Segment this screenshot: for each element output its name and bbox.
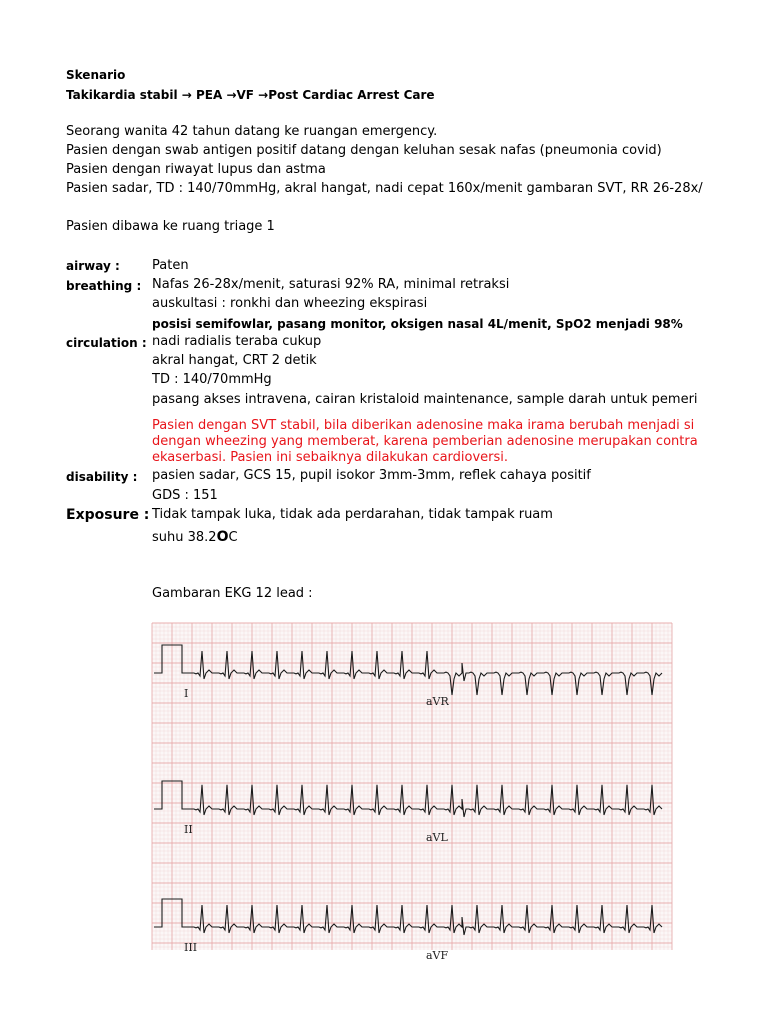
airway-value: Paten: [152, 258, 189, 273]
temperature-line: [152, 529, 238, 546]
temperature-value: suhu 38.2: [152, 530, 217, 545]
breathing-label: breathing :: [66, 279, 142, 293]
warning-line-2: dengan wheezing yang memberat, karena pemberian adenosine merupakan contra: [152, 434, 698, 449]
exposure-line: Tidak tampak luka, tidak ada perdarahan, tidak tampak ruam: [152, 507, 553, 522]
disability-line-1: pasien sadar, GCS 15, pupil isokor 3mm-3mm, reflek cahaya positif: [152, 468, 591, 483]
ekg-lead-label: III: [184, 941, 198, 954]
intro-line-2: Pasien dengan swab antigen positif datang dengan keluhan sesak nafas (pneumonia covid): [66, 143, 662, 158]
ekg-lead-label: II: [184, 823, 193, 836]
breathing-line-2: auskultasi : ronkhi dan wheezing ekspirasi: [152, 296, 428, 311]
intro-line-4: Pasien sadar, TD : 140/70mmHg, akral hangat, nadi cepat 160x/menit gambaran SVT, RR 26-28x/: [66, 181, 703, 196]
circulation-line-3: TD : 140/70mmHg: [152, 372, 272, 387]
temperature-unit: C: [228, 530, 238, 545]
degree-symbol: O: [216, 529, 229, 545]
circulation-line-4: pasang akses intravena, cairan kristaloid maintenance, sample darah untuk pemeri: [152, 392, 698, 407]
scenario-title: Skenario: [66, 68, 126, 82]
airway-label: airway :: [66, 259, 120, 273]
intro-line-1: Seorang wanita 42 tahun datang ke ruangan emergency.: [66, 124, 438, 139]
exposure-label: Exposure :: [66, 507, 150, 523]
triage-line: Pasien dibawa ke ruang triage 1: [66, 219, 275, 234]
disability-line-2: GDS : 151: [152, 488, 218, 503]
intro-line-3: Pasien dengan riwayat lupus dan astma: [66, 162, 326, 177]
circulation-line-1: nadi radialis teraba cukup: [152, 334, 322, 349]
breathing-action: posisi semifowlar, pasang monitor, oksigen nasal 4L/menit, SpO2 menjadi 98%: [152, 317, 683, 331]
ekg-lead-label: aVR: [426, 695, 449, 708]
warning-line-1: Pasien dengan SVT stabil, bila diberikan adenosine maka irama berubah menjadi si: [152, 418, 695, 433]
ekg-lead-label: aVL: [426, 831, 448, 844]
ekg-lead-label: aVF: [426, 949, 449, 962]
ekg-strip-image: [152, 623, 672, 962]
ekg-caption: Gambaran EKG 12 lead :: [152, 586, 313, 601]
circulation-line-2: akral hangat, CRT 2 detik: [152, 353, 317, 368]
breathing-line-1: Nafas 26-28x/menit, saturasi 92% RA, minimal retraksi: [152, 277, 510, 292]
ekg-12-lead-image: [152, 623, 672, 962]
circulation-label: circulation :: [66, 336, 147, 350]
ekg-lead-label: I: [184, 687, 189, 700]
disability-label: disability :: [66, 470, 138, 484]
warning-line-3: ekaserbasi. Pasien ini sebaiknya dilakukan cardioversi.: [152, 450, 509, 465]
scenario-subtitle: Takikardia stabil → PEA →VF →Post Cardiac Arrest Care: [66, 88, 435, 102]
